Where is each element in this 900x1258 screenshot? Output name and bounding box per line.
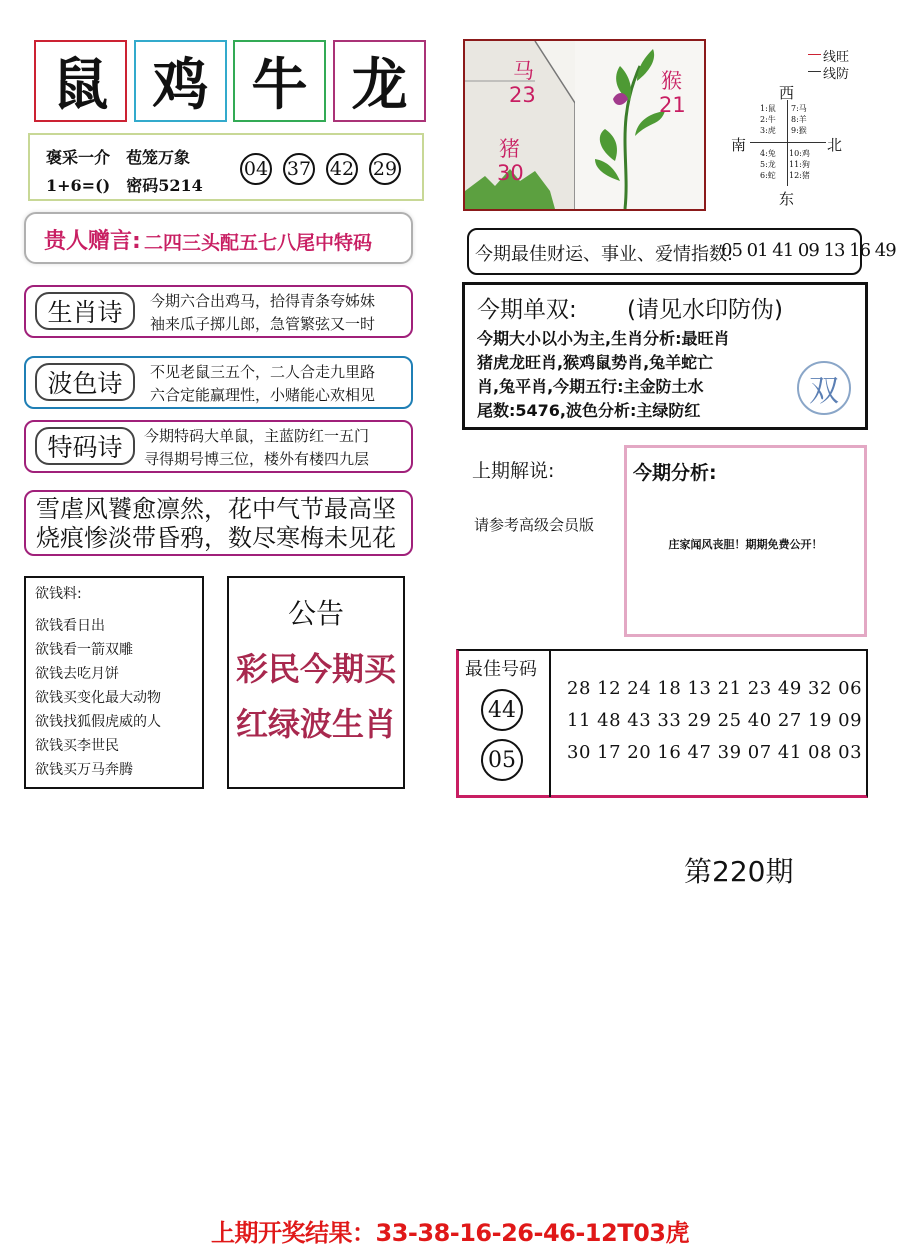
horse-label: 马: [513, 59, 534, 83]
horse-number: 23: [509, 83, 536, 107]
zodiac-box-3: 牛: [233, 40, 326, 122]
special-code-poem-line-2: 寻得期号博三位，楼外有楼四九层: [144, 450, 370, 468]
odd-even-subtitle: (请见水印防伪): [627, 297, 783, 323]
compass-east: 东: [779, 190, 795, 208]
noble-words-banner: [24, 212, 413, 264]
info-number-4: 29: [369, 153, 401, 185]
notice-box: [227, 576, 405, 789]
plum-poem-line-2: 烧痕惨淡带昏鸦，数尽寒梅未见花: [36, 524, 396, 552]
money-item-6: 欲钱买李世民: [35, 738, 119, 754]
compass-item-horse: 7:马: [791, 104, 807, 113]
odd-even-title: 今期单双:: [477, 297, 577, 323]
compass-item-rat: 1:鼠: [760, 104, 776, 113]
best-circle-1: 44: [481, 689, 523, 731]
zodiac-box-1: 鼠: [34, 40, 127, 122]
odd-even-box: [462, 282, 868, 430]
odd-even-line-3: 肖,兔平肖,今期五行:主金防土水: [477, 377, 704, 396]
compass-right-bottom: [789, 148, 810, 181]
analysis-box: [624, 445, 867, 637]
info-number-3: 42: [326, 153, 358, 185]
notice-title: 公告: [287, 597, 344, 630]
zodiac-box-4: 龙: [333, 40, 426, 122]
money-riddle-title: 欲钱料:: [35, 586, 82, 602]
double-stamp: 双: [797, 361, 851, 415]
special-code-poem-label: 特码诗: [35, 427, 135, 465]
zodiac-poem-box: [24, 285, 413, 338]
odd-even-line-1: 今期大小以小为主,生肖分析:最旺肖: [477, 329, 730, 348]
odd-even-line-2: 猪虎龙旺肖,猴鸡鼠势肖,兔羊蛇亡: [477, 353, 714, 372]
plum-poem-line-1: 雪虐风饕愈凛然，花中气节最高坚: [36, 495, 396, 523]
banner-label: 贵人赠言:: [44, 229, 141, 254]
legend-line-black: [808, 71, 821, 72]
legend-prosper: 线旺: [823, 50, 850, 65]
best-circle-2: 05: [481, 739, 523, 781]
compass-south: 南: [731, 136, 747, 154]
compass-west: 西: [779, 84, 795, 102]
best-numbers-box: [456, 649, 868, 798]
wave-color-poem-line-1: 不见老鼠三五个，二人合走九里路: [150, 363, 376, 381]
banner-text: 二四三头配五七八尾中特码: [144, 232, 373, 254]
best-row-2: 11 48 43 33 29 25 40 27 19 09: [567, 710, 863, 731]
compass-right-top: [791, 103, 807, 136]
money-item-5: 欲钱找狐假虎威的人: [35, 714, 161, 730]
legend-line-red: [808, 54, 821, 55]
info-number-1: 04: [240, 153, 272, 185]
wave-color-poem-label: 波色诗: [35, 363, 135, 401]
notice-line-1: 彩民今期买: [235, 650, 396, 688]
analysis-title: 今期分析:: [633, 462, 717, 484]
money-item-7: 欲钱买万马奔腾: [35, 762, 133, 778]
compass-item-tiger: 3:虎: [760, 126, 776, 135]
info-box: [28, 133, 424, 201]
monkey-label: 猴: [661, 69, 682, 93]
compass-item-dragon: 5:龙: [760, 160, 776, 169]
info-number-2: 37: [283, 153, 315, 185]
last-explain-title: 上期解说:: [472, 460, 555, 482]
odd-even-line-4: 尾数:5476,波色分析:主绿防红: [477, 401, 701, 420]
flower-picture-box: [463, 39, 706, 211]
last-draw-result: 上期开奖结果：33-38-16-26-46-12T03虎: [211, 1219, 689, 1247]
fortune-index-box: [467, 228, 896, 275]
compass-item-snake: 6:蛇: [760, 171, 776, 180]
notice-line-2: 红绿波生肖: [235, 705, 396, 743]
money-item-4: 欲钱买变化最大动物: [35, 690, 161, 706]
fortune-index-label: 今期最佳财运、事业、爱情指数:: [475, 244, 734, 265]
best-numbers-divider: [549, 651, 551, 797]
money-item-1: 欲钱看日出: [35, 618, 105, 634]
compass-horizontal-line: [750, 142, 826, 143]
compass-diagram: [728, 44, 878, 210]
compass-vertical-line: [787, 100, 788, 186]
money-item-2: 欲钱看一箭双雕: [35, 642, 133, 658]
zodiac-poem-line-1: 今期六合出鸡马，拾得青条夸姊妹: [150, 292, 376, 310]
money-item-3: 欲钱去吃月饼: [35, 666, 119, 682]
legend-guard: 线防: [823, 67, 850, 82]
pig-label: 猪: [499, 137, 520, 161]
compass-item-dog: 11:狗: [789, 160, 810, 169]
analysis-text: 庄家闻风丧胆！期期免费公开！: [668, 538, 823, 551]
issue-number: 第220期: [684, 855, 794, 888]
compass-north: 北: [827, 136, 843, 154]
monkey-number: 21: [659, 93, 686, 117]
plum-poem-box: [24, 490, 413, 556]
special-code-poem-line-1: 今期特码大单鼠，主蓝防红一五门: [144, 427, 370, 445]
zodiac-poem-label: 生肖诗: [35, 292, 135, 330]
best-row-1: 28 12 24 18 13 21 23 49 32 06: [567, 678, 863, 699]
special-code-poem-box: [24, 420, 413, 473]
compass-left-bottom: [760, 148, 776, 181]
pig-number: 30: [497, 161, 524, 185]
zodiac-poem-line-2: 袖来瓜子掷儿郎，急管繁弦又一时: [150, 315, 376, 333]
compass-item-monkey: 9:猴: [791, 126, 807, 135]
compass-left-top: [760, 103, 776, 136]
compass-item-pig: 12:猪: [789, 171, 810, 180]
best-numbers-title: 最佳号码: [465, 659, 537, 680]
best-row-3: 30 17 20 16 47 39 07 41 08 03: [567, 742, 863, 763]
money-riddle-box: [24, 576, 204, 789]
compass-item-goat: 8:羊: [791, 115, 807, 124]
compass-item-ox: 2:牛: [760, 115, 776, 124]
fortune-index-numbers: 05 01 41 09 13 16 49: [721, 240, 896, 261]
info-line-2: 1+6=() 密码5214: [46, 176, 203, 195]
last-explain-text: 请参考高级会员版: [474, 516, 595, 534]
zodiac-box-2: 鸡: [134, 40, 227, 122]
compass-item-rabbit: 4:兔: [760, 149, 776, 158]
wave-color-poem-line-2: 六合定能赢理性，小赌能心欢相见: [150, 386, 376, 404]
wave-color-poem-box: [24, 356, 413, 409]
info-line-1: 褒采一介 苞笼万象: [46, 148, 191, 167]
compass-item-rooster: 10:鸡: [789, 149, 810, 158]
